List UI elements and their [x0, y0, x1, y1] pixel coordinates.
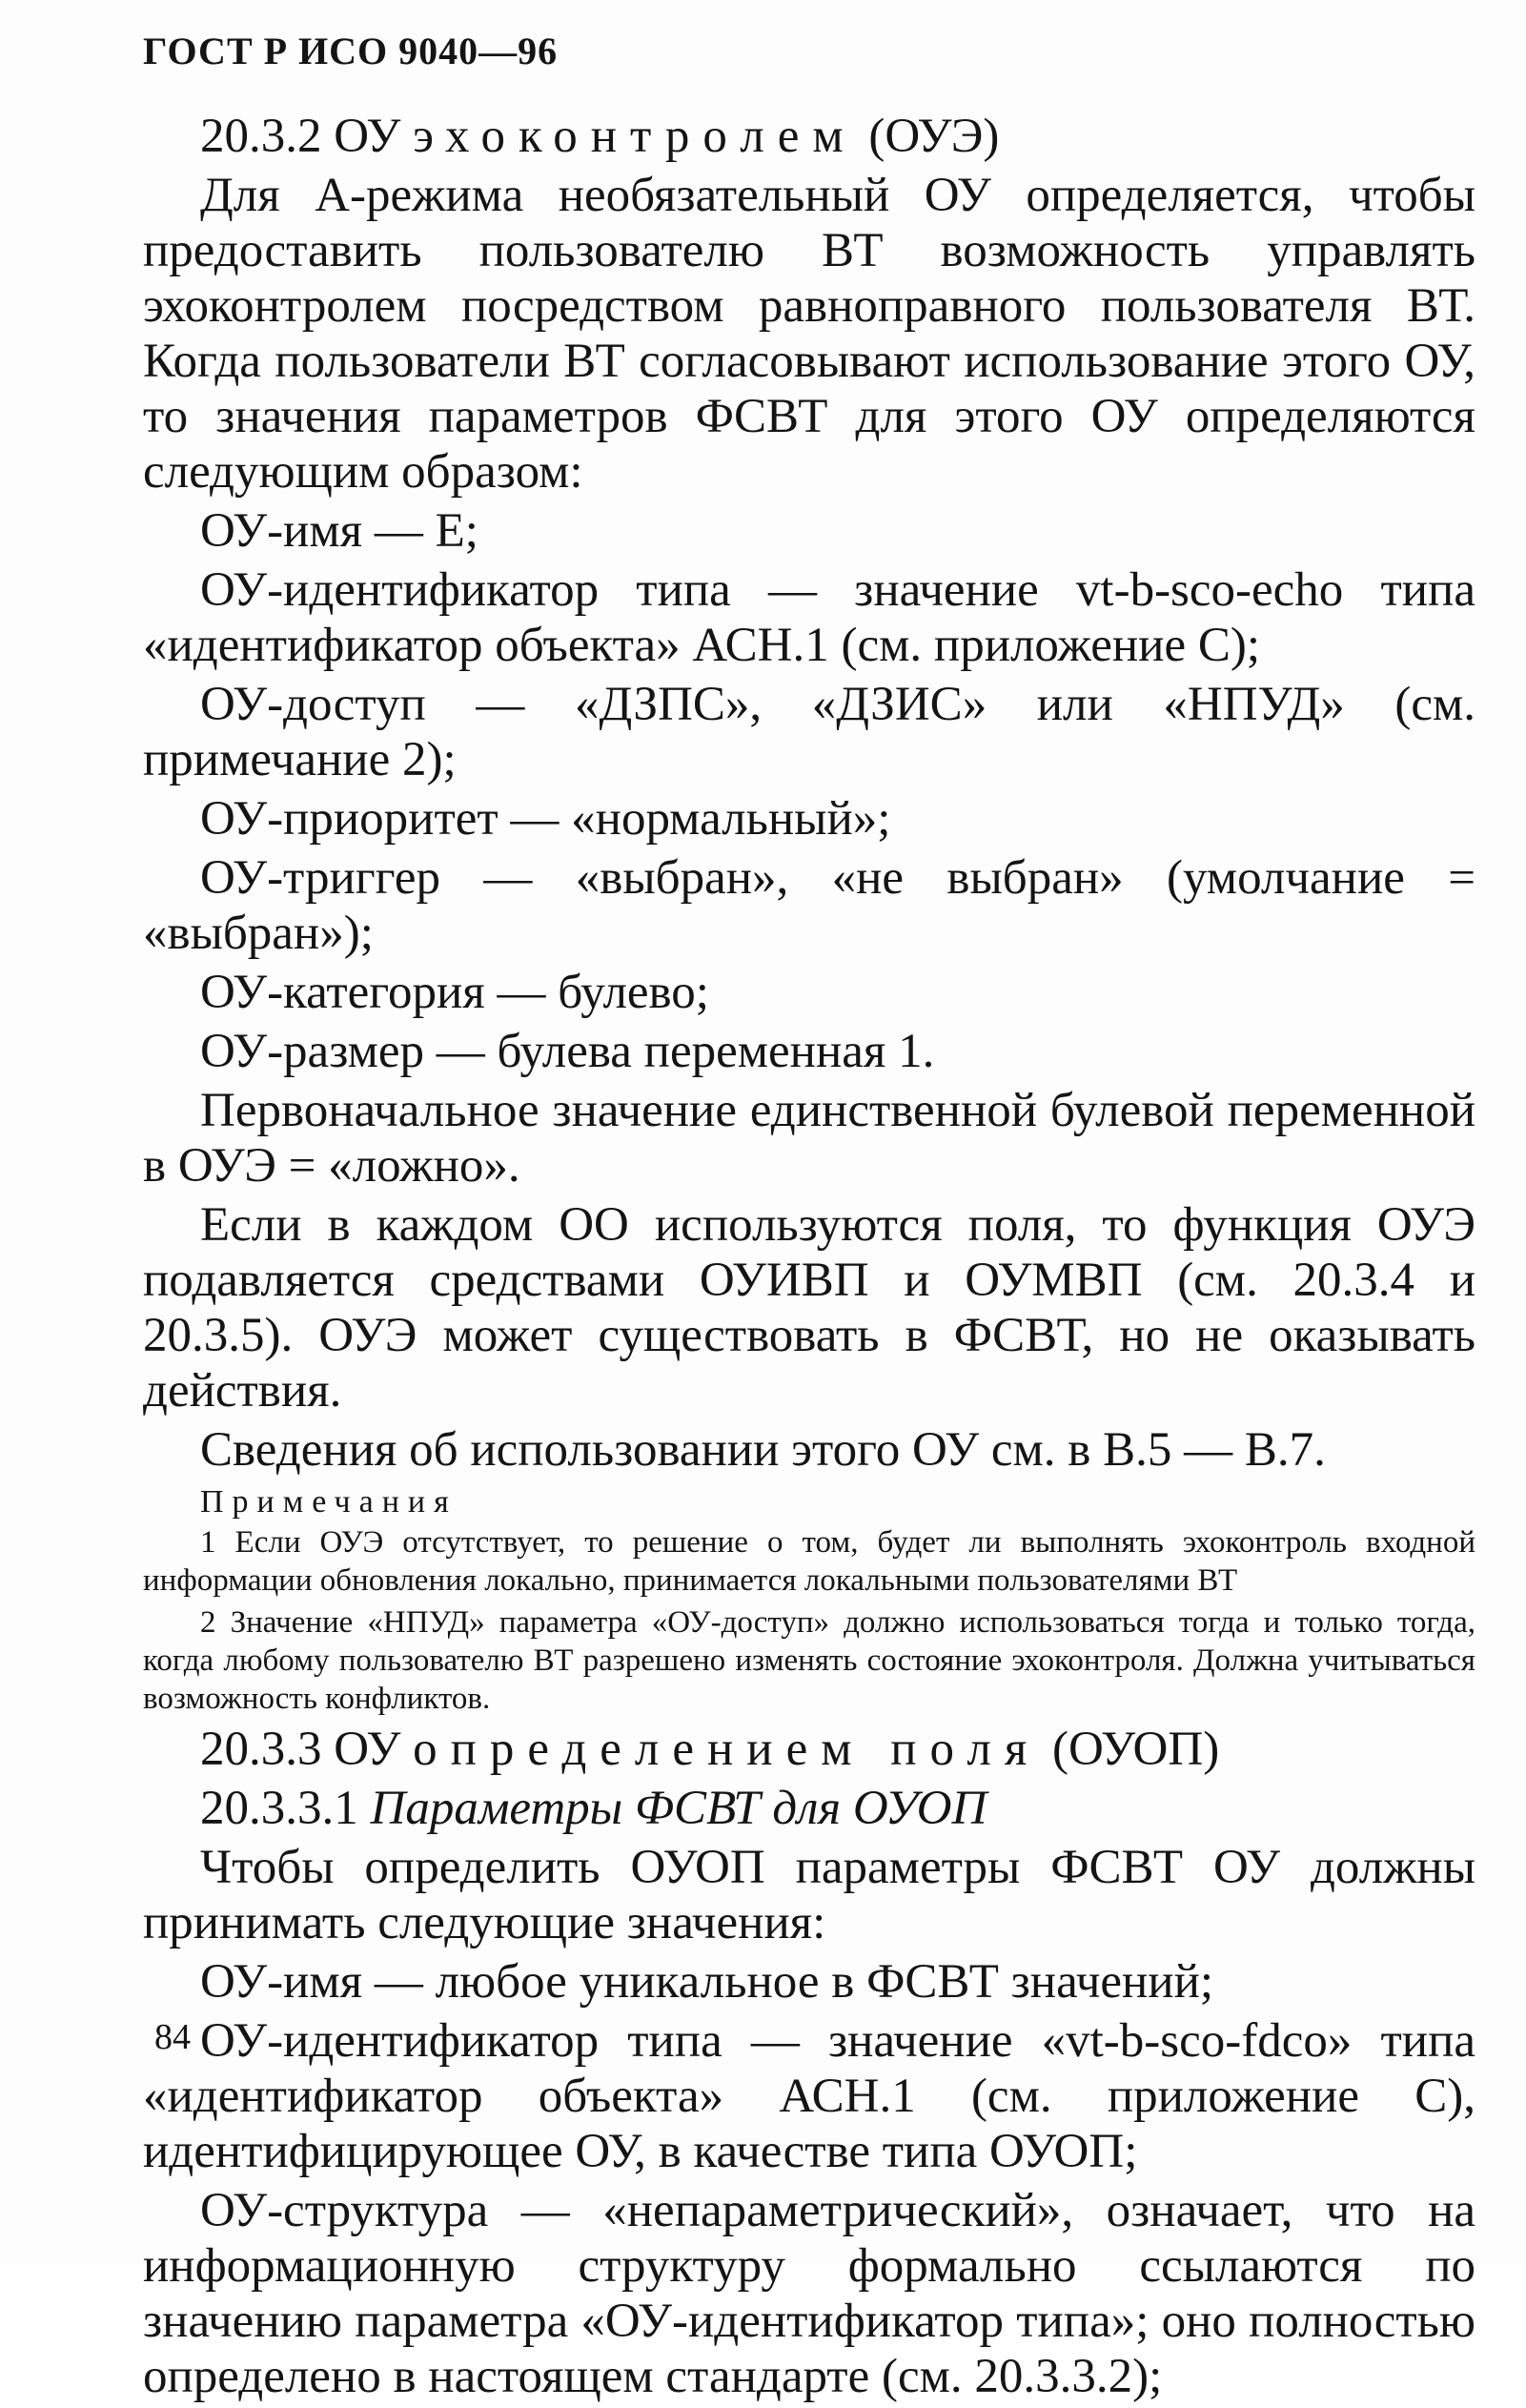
param-item: ОУ-идентификатор типа — значение «vt-b-sco-fdco» типа «идентификатор объекта» АСН.1 (см. приложение С), идентифицирующее ОУ, в качестве типа ОУОП;	[143, 2014, 1475, 2178]
subsection-title: Параметры ФСВТ для ОУОП	[370, 1782, 987, 1835]
intro-paragraph: Чтобы определить ОУОП параметры ФСВТ ОУ должны принимать следующие значения:	[143, 1841, 1475, 1949]
standard-code: ГОСТ Р ИСО 9040—96	[143, 30, 559, 72]
fields-paragraph: Если в каждом ОО используются поля, то функция ОУЭ подавляется средствами ОУИВП и ОУМВП (см. 20.3.4 и 20.3.5). ОУЭ может существовать в ФСВТ, но не оказывать действия.	[143, 1198, 1475, 1418]
page-number: 84	[154, 2017, 191, 2057]
section-abbr: (ОУЭ)	[856, 110, 1000, 163]
param-item: ОУ-структура — «непараметрический», означает, что на информационную структуру формально ссылаются по значению параметра «ОУ-идентификатор типа»; оно полностью определено в настоящем стандарте (см. 20.3.3.2);	[143, 2184, 1475, 2403]
param-item: ОУ-имя — Е;	[200, 504, 478, 558]
note-item: 2 Значение «НПУД» параметра «ОУ-доступ» должно использоваться тогда и только тогда, когда любому пользователю ВТ разрешено изменять состояние эхоконтроля. Должна учитываться возможность конфликтов.	[143, 1605, 1475, 1716]
usage-info-paragraph: Сведения об использовании этого ОУ см. в В.5 — В.7.	[200, 1423, 1326, 1477]
param-item: ОУ-идентификатор типа — значение vt-b-sco-echo типа «идентификатор объекта» АСН.1 (см. приложение С);	[143, 563, 1475, 672]
intro-paragraph: Для А-режима необязательный ОУ определяется, чтобы предоставить пользователю ВТ возможность управлять эхоконтролем посредством равноправного пользователя ВТ. Когда пользователи ВТ согласовывают использование этого ОУ, то значения параметров ФСВТ для этого ОУ определяются следующим образом:	[143, 169, 1475, 499]
section-number: 20.3.2 ОУ	[200, 110, 414, 163]
note-item: 1 Если ОУЭ отсутствует, то решение о том, будет ли выполнять эхоконтроль входной информации обновления локально, принимается локальными пользователями ВТ	[143, 1525, 1475, 1598]
notes-title: Примечания	[200, 1484, 458, 1520]
section-20-3-2-heading	[143, 109, 1475, 164]
param-item: ОУ-триггер — «выбран», «не выбран» (умолчание = «выбран»);	[143, 851, 1475, 960]
param-item: ОУ-размер — булева переменная 1.	[200, 1025, 935, 1078]
section-title: определением поля	[413, 1723, 1041, 1776]
initial-value-paragraph: Первоначальное значение единственной булевой переменной в ОУЭ = «ложно».	[143, 1084, 1475, 1193]
subsection-number: 20.3.3.1	[200, 1782, 371, 1835]
section-number: 20.3.3 ОУ	[200, 1723, 414, 1776]
param-item: ОУ-доступ — «ДЗПС», «ДЗИС» или «НПУД» (см. примечание 2);	[143, 678, 1475, 786]
param-item: ОУ-приоритет — «нормальный»;	[200, 792, 891, 846]
subsection-20-3-3-1-heading	[143, 1781, 1475, 1836]
section-title: эхоконтролем	[413, 110, 857, 163]
section-abbr: (ОУОП)	[1040, 1723, 1220, 1776]
section-20-3-3-heading	[143, 1722, 1475, 1777]
param-item: ОУ-имя — любое уникальное в ФСВТ значений;	[200, 1955, 1214, 2009]
param-item: ОУ-категория — булево;	[200, 966, 709, 1019]
page-content	[143, 109, 1475, 2408]
